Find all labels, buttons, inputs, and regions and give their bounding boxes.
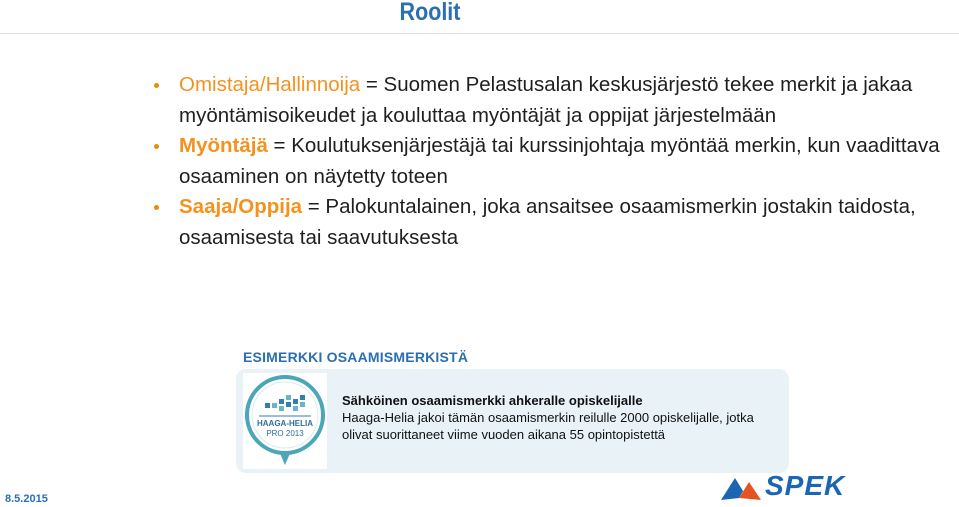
- issuer-term: Myöntäjä: [179, 134, 268, 157]
- recipient-description: = Palokuntalainen, joka ansaitsee osaamismerkin jostakin taidosta, osaamisesta tai saavutuksesta: [179, 195, 916, 249]
- example-description-block: [342, 392, 782, 443]
- bullet-owner: [151, 70, 951, 131]
- slide-date: 8.5.2015: [5, 493, 48, 505]
- recipient-term: Saaja/Oppija: [179, 195, 303, 218]
- badge-line2: PRO 2013: [266, 429, 304, 438]
- issuer-description: = Koulutuksenjärjestäjä tai kurssinjohtaja myöntää merkin, kun vaadittava osaaminen on näytetty toteen: [179, 134, 940, 188]
- bullet-recipient: [151, 192, 951, 253]
- owner-description: = Suomen Pelastusalan keskusjärjestö tekee merkit ja jakaa myöntämisoikeudet ja kouluttaa myöntäjät ja oppijat järjestelmään: [179, 73, 913, 127]
- example-heading: ESIMERKKI OSAAMISMERKISTÄ: [243, 349, 469, 365]
- badge-line1: HAAGA-HELIA: [257, 419, 313, 428]
- badge-icon: [243, 373, 327, 469]
- bullet-dot: [154, 144, 159, 149]
- owner-term: Omistaja/Hallinnoija: [179, 73, 361, 96]
- title-divider: [0, 33, 959, 34]
- slide-title: Roolit: [399, 0, 461, 26]
- example-title: Sähköinen osaamismerkki ahkeralle opiskelijalle: [342, 393, 643, 408]
- spek-logo-icon: [719, 474, 763, 502]
- spek-logo: [719, 470, 869, 502]
- example-description: Haaga-Helia jakoi tämän osaamismerkin reilulle 2000 opiskelijalle, jotka olivat suorittaneet viime vuoden aikana 55 opintopistettä: [342, 410, 754, 442]
- bullet-dot: [154, 205, 159, 210]
- bullet-list: [151, 70, 951, 253]
- bullet-issuer: [151, 131, 951, 192]
- bullet-dot: [154, 83, 159, 88]
- spek-logo-text: SPEK: [765, 470, 846, 501]
- badge-image: [243, 373, 327, 469]
